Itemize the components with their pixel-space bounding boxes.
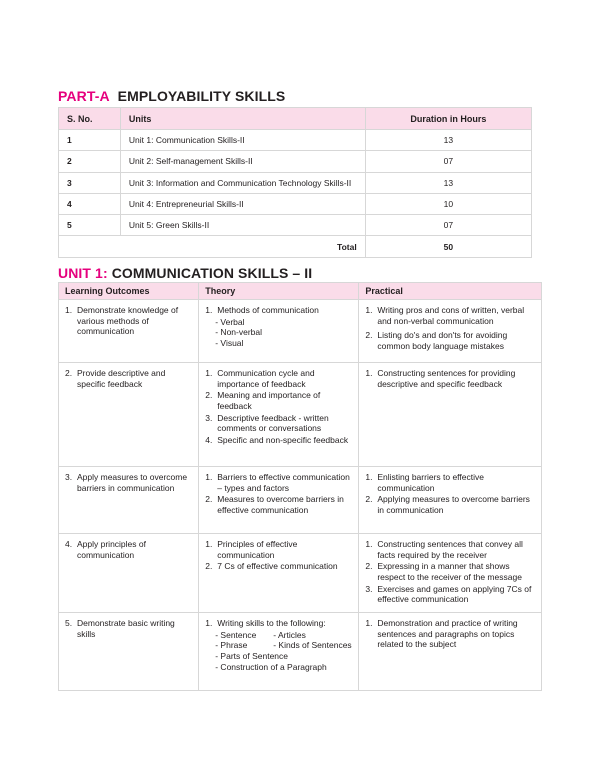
table-row xyxy=(59,172,532,193)
item-text: Constructing sentences that convey all facts required by the receiver xyxy=(377,538,523,560)
total-blank-cell xyxy=(59,236,121,257)
row-unit: Unit 3: Information and Communication Technology Skills-II xyxy=(120,172,365,193)
table-row xyxy=(59,533,542,612)
unit-1-title: COMMUNICATION SKILLS – II xyxy=(111,265,313,281)
item-text: Enlisting barriers to effective communication xyxy=(377,471,484,493)
item-text: Apply principles of communication xyxy=(77,538,146,560)
sub-item: - Phrase xyxy=(215,640,248,651)
item-number: 2. xyxy=(205,494,213,505)
item-text: Demonstrate knowledge of various methods of communication xyxy=(77,305,179,337)
theory-cell xyxy=(199,300,359,363)
table-row xyxy=(59,215,532,236)
row-hours: 10 xyxy=(365,193,531,214)
item-text: Writing skills to the following: xyxy=(217,618,326,629)
total-label: Total xyxy=(120,236,365,257)
item-number: 3. xyxy=(65,471,73,482)
employability-skills-table xyxy=(58,107,532,258)
item-number: 2. xyxy=(365,494,373,505)
sub-item: - Sentence xyxy=(215,629,257,640)
item-text: Writing pros and cons of written, verbal and non-verbal communication xyxy=(377,305,525,326)
sub-item: - Articles xyxy=(273,629,306,640)
item-number: 5. xyxy=(65,618,73,629)
header-sno: S. No. xyxy=(59,108,121,130)
row-unit: Unit 5: Green Skills-II xyxy=(120,215,365,236)
row-sno: 5 xyxy=(59,215,121,236)
sub-item: - Non-verbal xyxy=(215,327,263,338)
learning-outcome-cell xyxy=(59,466,199,533)
item-text: Apply measures to overcome barriers in communication xyxy=(77,471,188,493)
item-number: 1. xyxy=(365,367,373,378)
item-number: 3. xyxy=(365,583,373,594)
item-text: Demonstration and practice of writing sentences and paragraphs on topics related to the subject xyxy=(377,618,518,650)
row-hours: 07 xyxy=(365,215,531,236)
item-number: 2. xyxy=(65,367,73,378)
item-text: 7 Cs of effective communication xyxy=(217,561,338,572)
item-number: 1. xyxy=(205,367,213,378)
row-unit: Unit 2: Self-management Skills-II xyxy=(120,151,365,172)
item-text: Barriers to effective communication – types and factors xyxy=(217,471,350,493)
row-sno: 1 xyxy=(59,130,121,151)
item-number: 1. xyxy=(205,305,213,315)
item-text: Demonstrate basic writing skills xyxy=(77,618,175,639)
item-text: Expressing in a manner that shows respect to the receiver of the message xyxy=(377,561,522,582)
item-number: 2. xyxy=(365,330,373,341)
item-number: 2. xyxy=(205,561,213,572)
item-number: 2. xyxy=(365,561,373,572)
item-text: Specific and non-specific feedback xyxy=(217,435,349,446)
item-text: Measures to overcome barriers in effective communication xyxy=(217,494,344,515)
item-text: Descriptive feedback - written comments or conversations xyxy=(217,412,329,434)
theory-cell xyxy=(199,613,359,691)
row-hours: 07 xyxy=(365,151,531,172)
practical-cell xyxy=(359,300,542,363)
theory-cell xyxy=(199,533,359,612)
practical-cell xyxy=(359,533,542,612)
header-units: Units xyxy=(120,108,365,130)
item-text: Meaning and importance of feedback xyxy=(217,390,321,411)
item-number: 1. xyxy=(365,538,373,549)
sub-item: - Verbal xyxy=(215,316,245,327)
item-text: Methods of communication xyxy=(217,305,319,315)
item-number: 4. xyxy=(65,538,73,549)
sub-item-pair xyxy=(205,640,352,651)
learning-outcome-cell xyxy=(59,300,199,363)
item-number: 4. xyxy=(205,435,213,446)
unit-1-table xyxy=(58,282,542,691)
total-value: 50 xyxy=(365,236,531,257)
practical-cell xyxy=(359,613,542,691)
sub-item: - Construction of a Paragraph xyxy=(215,661,327,672)
learning-outcome-cell xyxy=(59,613,199,691)
part-a-prefix: PART-A xyxy=(58,88,110,104)
unit-1-prefix: UNIT 1: xyxy=(58,265,108,281)
item-number: 1. xyxy=(65,305,73,315)
row-unit: Unit 4: Entrepreneurial Skills-II xyxy=(120,193,365,214)
item-text: Applying measures to overcome barriers in communication xyxy=(377,494,530,515)
sub-item: - Visual xyxy=(215,338,244,349)
table-row xyxy=(59,193,532,214)
unit-1-heading xyxy=(58,265,312,281)
table-row xyxy=(59,300,542,363)
table-row xyxy=(59,130,532,151)
practical-cell xyxy=(359,466,542,533)
item-number: 1. xyxy=(205,471,213,482)
table-row xyxy=(59,151,532,172)
item-text: Communication cycle and importance of feedback xyxy=(217,367,315,389)
sub-item: - Parts of Sentence xyxy=(215,651,288,662)
table-row xyxy=(59,466,542,533)
theory-cell xyxy=(199,362,359,466)
header-duration: Duration in Hours xyxy=(365,108,531,130)
item-text: Principles of effective communication xyxy=(217,538,298,560)
item-text: Constructing sentences for providing descriptive and specific feedback xyxy=(377,367,516,389)
row-sno: 3 xyxy=(59,172,121,193)
row-unit: Unit 1: Communication Skills-II xyxy=(120,130,365,151)
table-row xyxy=(59,362,542,466)
sub-item-pair xyxy=(205,630,352,641)
item-text: Exercises and games on applying 7Cs of effective communication xyxy=(377,583,532,605)
item-number: 2. xyxy=(205,390,213,401)
row-sno: 2 xyxy=(59,151,121,172)
item-number: 1. xyxy=(365,618,373,629)
row-sno: 4 xyxy=(59,193,121,214)
part-a-heading xyxy=(58,88,285,104)
table-row xyxy=(59,613,542,691)
theory-cell xyxy=(199,466,359,533)
header-theory: Theory xyxy=(199,283,359,300)
row-hours: 13 xyxy=(365,130,531,151)
table-header-row xyxy=(59,283,542,300)
item-number: 1. xyxy=(205,538,213,549)
practical-cell xyxy=(359,362,542,466)
item-number: 1. xyxy=(365,471,373,482)
learning-outcome-cell xyxy=(59,533,199,612)
item-text: Provide descriptive and specific feedback xyxy=(77,367,166,389)
row-hours: 13 xyxy=(365,172,531,193)
header-learning-outcomes: Learning Outcomes xyxy=(59,283,199,300)
learning-outcome-cell xyxy=(59,362,199,466)
item-number: 1. xyxy=(205,618,213,629)
item-number: 3. xyxy=(205,412,213,423)
total-row xyxy=(59,236,532,257)
sub-item: - Kinds of Sentences xyxy=(273,640,352,651)
item-text: Listing do's and don'ts for avoiding common body language mistakes xyxy=(377,330,508,352)
part-a-title: EMPLOYABILITY SKILLS xyxy=(117,88,286,104)
table-header-row xyxy=(59,108,532,130)
header-practical: Practical xyxy=(359,283,542,300)
item-number: 1. xyxy=(365,305,373,315)
